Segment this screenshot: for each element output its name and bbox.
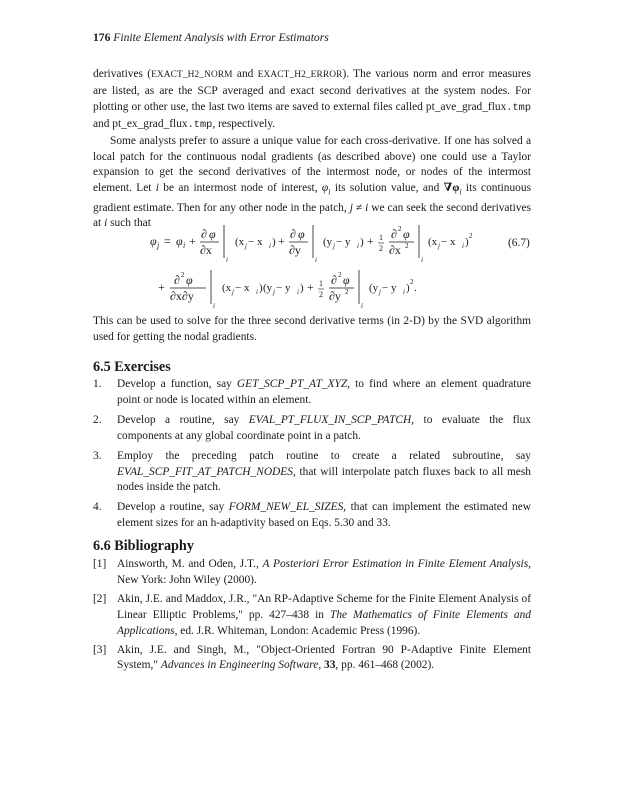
svg-text:1: 1: [379, 233, 383, 242]
section-heading-bibliography: 6.6 Bibliography: [93, 538, 194, 554]
svg-text:i: i: [183, 241, 186, 250]
svg-text:− x: − x: [235, 282, 250, 294]
svg-text:(y: (y: [323, 236, 333, 248]
paragraph-1: derivatives (EXACT_H2_NORM and EXACT_H2_ERROR). The various norm and error measures are listed, as are the SCP averaged and exact second derivatives at the system nodes. For plotting or other use, the last two items are saved to external files called pt_ave_grad_flux.tmp and pt_ex_grad_flux.tmp, respectively.: [93, 68, 531, 131]
svg-text:j: j: [438, 242, 440, 250]
svg-text:i: i: [462, 242, 464, 250]
svg-text:2: 2: [410, 278, 414, 286]
svg-text:2: 2: [338, 271, 342, 279]
svg-text:φ: φ: [298, 227, 305, 241]
svg-text:i: i: [361, 302, 363, 310]
running-title: Finite Element Analysis with Error Estimators: [113, 31, 329, 44]
svg-text:φ: φ: [186, 273, 193, 287]
exercise-list: [93, 377, 531, 536]
svg-text:j: j: [245, 242, 247, 250]
reference-list: [93, 557, 531, 677]
svg-text:+: +: [278, 234, 285, 248]
code-exact-h2-norm: EXACT_H2_NORM: [151, 70, 233, 80]
svg-text:φ: φ: [209, 227, 216, 241]
svg-text:2: 2: [181, 271, 185, 279]
svg-text:− y: − y: [336, 236, 351, 248]
svg-text:.: .: [414, 282, 417, 294]
svg-text:φ: φ: [403, 227, 410, 241]
svg-text:+: +: [158, 280, 165, 294]
svg-text:∂: ∂: [201, 227, 207, 241]
svg-text:i: i: [421, 256, 423, 264]
svg-text:(x: (x: [235, 236, 245, 248]
reference-item: [1] Ainsworth, M. and Oden, J.T., A Posteriori Error Estimation in Finite Element Analysis, New York: John Wiley (2000).: [93, 558, 531, 586]
svg-text:i: i: [213, 302, 215, 310]
equation-number: (6.7): [508, 237, 530, 249]
svg-text:(x: (x: [428, 236, 438, 248]
svg-text:): ): [259, 282, 263, 294]
eq-phi-j: φ: [150, 234, 157, 248]
list-item: 3. Employ the preceding patch routine to create a related subroutine, say EVAL_SCP_FIT_AT_PATCH_NODES, that will interpolate patch fluxes back to all mesh nodes inside the patch.: [93, 449, 531, 494]
intro-text: [93, 67, 531, 232]
svg-text:i: i: [269, 242, 271, 250]
code-exact-h2-error: EXACT_H2_ERROR: [257, 70, 343, 80]
page-number: 176: [93, 31, 111, 44]
svg-text:∂x: ∂x: [389, 243, 401, 257]
svg-text:− y: − y: [382, 282, 397, 294]
svg-text:φ: φ: [176, 234, 183, 248]
svg-text:i: i: [315, 256, 317, 264]
list-item: 2. Develop a routine, say EVAL_PT_FLUX_IN_SCP_PATCH, to evaluate the flux components at any global coordinate point in a patch.: [93, 413, 531, 442]
svg-text:j: j: [157, 241, 160, 250]
svg-text:i: i: [226, 256, 228, 264]
svg-text:i: i: [357, 242, 359, 250]
svg-text:j: j: [273, 288, 275, 296]
svg-text:(y: (y: [263, 282, 273, 294]
svg-text:− x: − x: [248, 236, 263, 248]
svg-text:+: +: [189, 234, 196, 248]
reference-item: [3] Akin, J.E. and Singh, M., "Object-Oriented Fortran 90 P-Adaptive Finite Element System," Advances in Engineering Software, 33, pp. 461–468 (2002).: [93, 643, 531, 672]
svg-text:(y: (y: [369, 282, 379, 294]
svg-text:i: i: [403, 288, 405, 296]
svg-text:2: 2: [379, 244, 383, 253]
svg-text:j: j: [379, 288, 381, 296]
svg-text:=: =: [164, 234, 171, 248]
paragraph-3: This can be used to solve for the three second derivative terms (in 2-D) by the SVD algorithm used for getting the nodal gradients.: [93, 315, 531, 343]
svg-text:∂y: ∂y: [329, 289, 341, 303]
svg-text:(x: (x: [222, 282, 232, 294]
svg-text:): ): [300, 282, 304, 294]
svg-text:2: 2: [405, 242, 409, 250]
svg-text:2: 2: [469, 232, 473, 240]
list-item: 1. Develop a function, say GET_SCP_PT_AT_XYZ, to find where an element quadrature point or node is located within an element.: [93, 378, 531, 406]
reference-item: [2] Akin, J.E. and Maddox, J.R., "An RP-Adaptive Scheme for the Finite Element Analysis of Linear Elliptic Problems," pp. 427–438 in The Mathematics of Finite Elements and Applications, ed. J.R. Whiteman, London: Academic Press (1996).: [93, 592, 531, 637]
svg-text:1: 1: [319, 279, 323, 288]
svg-text:j: j: [232, 288, 234, 296]
svg-text:): ): [272, 236, 276, 248]
svg-text:j: j: [333, 242, 335, 250]
svg-text:+: +: [367, 234, 374, 248]
svg-text:∂y: ∂y: [289, 243, 301, 257]
svg-text:): ): [465, 236, 469, 248]
svg-text:i: i: [297, 288, 299, 296]
svg-text:∂: ∂: [174, 273, 180, 287]
svg-text:∂: ∂: [391, 227, 397, 241]
svg-text:2: 2: [345, 288, 349, 296]
svg-text:− y: − y: [276, 282, 291, 294]
svg-text:+: +: [307, 280, 314, 294]
after-equation-text: [93, 314, 531, 346]
section-heading-exercises: 6.5 Exercises: [93, 359, 171, 375]
svg-text:): ): [406, 282, 410, 294]
svg-text:∂x∂y: ∂x∂y: [170, 289, 194, 303]
svg-text:∂: ∂: [290, 227, 296, 241]
svg-text:∂x: ∂x: [200, 243, 212, 257]
running-header: [93, 31, 329, 44]
svg-text:2: 2: [319, 290, 323, 299]
svg-text:): ): [360, 236, 364, 248]
svg-text:∂: ∂: [331, 273, 337, 287]
svg-text:i: i: [256, 288, 258, 296]
svg-text:φ: φ: [343, 273, 350, 287]
paragraph-2: Some analysts prefer to assure a unique value for each cross-derivative. If one has solved a local patch for the continuous nodal gradients (as described above) one could use a Taylor expansion to get the second derivatives of the intermost node, or nodes of the intermost element. Let i be an intermost node of interest, $\varphi_i$ its solution value, and $\nabla\varphi_i$ its continuous gradient estimate. Then for any other node in the patch, j ≠ i we can seek the second derivatives at i such that: [93, 134, 532, 230]
list-item: 4. Develop a routine, say FORM_NEW_EL_SIZES, that can implement the estimated new element sizes for an h-adaptivity based on Eqs. 5.30 and 33.: [93, 501, 531, 530]
svg-text:− x: − x: [441, 236, 456, 248]
svg-text:2: 2: [398, 225, 402, 233]
